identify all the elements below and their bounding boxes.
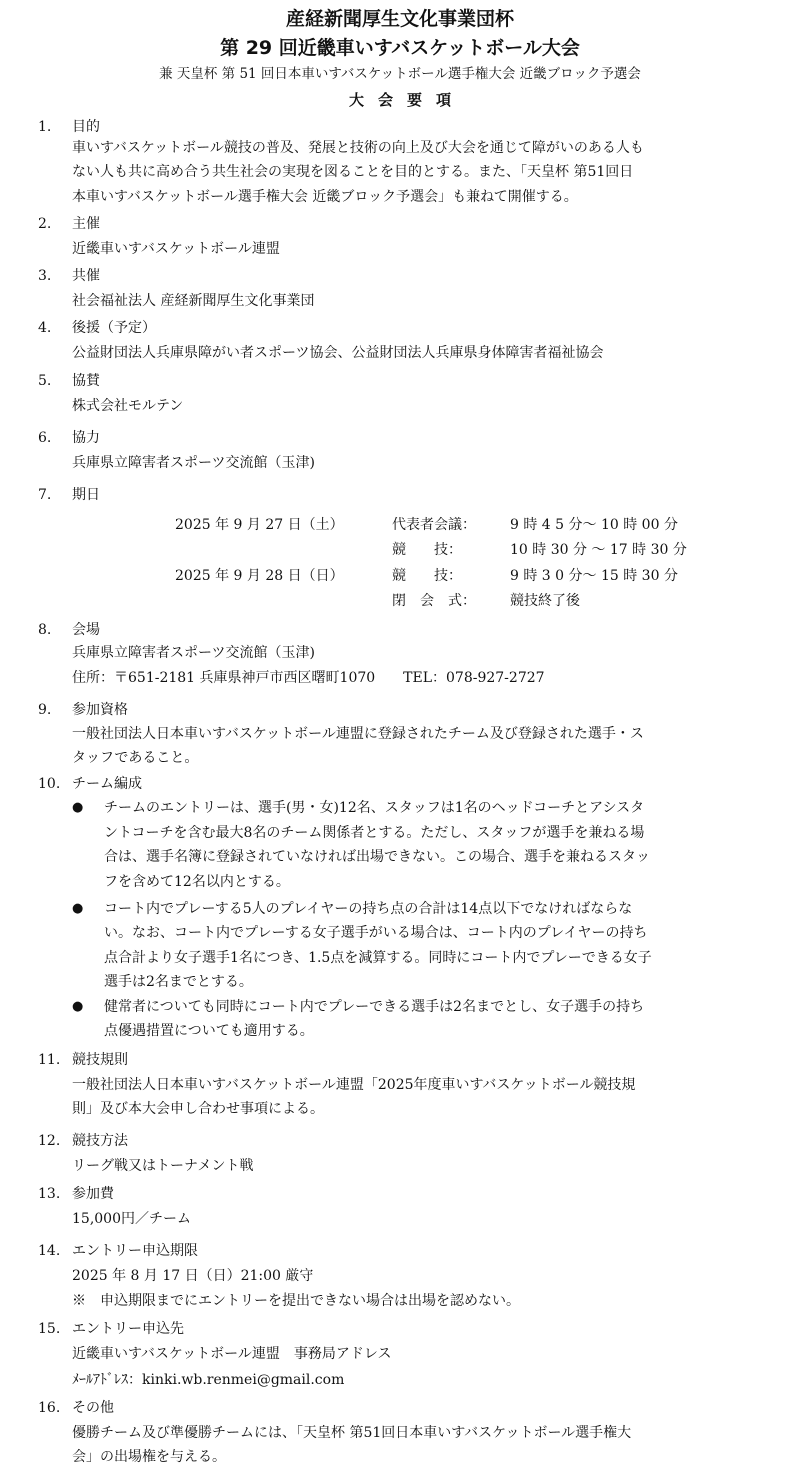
document-title-tournament: 第 29 回近畿車いすバスケットボール大会: [220, 37, 580, 59]
section-number: 4.: [38, 320, 52, 336]
section-text: 一般社団法人日本車いすバスケットボール連盟に登録されたチーム及び登録された選手・ス: [72, 726, 644, 742]
section-title: 協賛: [72, 373, 100, 389]
section-text: 兵庫県立障害者スポーツ交流館（玉津): [72, 455, 315, 471]
section-number: 9.: [38, 702, 52, 718]
section-number: 11.: [38, 1052, 61, 1068]
section-number: 5.: [38, 373, 52, 389]
section-note: ※ 申込期限までにエントリーを提出できない場合は出場を認めない。: [72, 1293, 520, 1309]
bullet-text: 点合計より女子選手1名につき、1.5点を減算する。同時にコート内でプレーできる女子: [104, 950, 652, 966]
bullet-icon: ●: [72, 901, 84, 916]
section-number: 12.: [38, 1133, 61, 1149]
section-text: 兵庫県立障害者スポーツ交流館（玉津): [72, 645, 315, 661]
bullet-text: フを含めて12名以内とする。: [104, 874, 290, 890]
section-number: 10.: [38, 776, 61, 792]
schedule-time: 10 時 30 分 ～ 17 時 30 分: [510, 542, 687, 558]
bullet-text: 健常者についても同時にコート内でプレーできる選手は2名までとし、女子選手の持ち: [104, 999, 645, 1015]
section-title: 目的: [72, 119, 100, 135]
section-title: その他: [72, 1400, 114, 1416]
section-text: 2025 年 8 月 17 日（日）21:00 厳守: [72, 1268, 314, 1284]
schedule-date: 2025 年 9 月 28 日（日）: [175, 568, 344, 584]
section-number: 13.: [38, 1186, 61, 1202]
section-title: エントリー申込期限: [72, 1243, 198, 1259]
venue-address: 住所：〒651-2181 兵庫県神戸市西区曙町1070 TEL：078-927-2727: [72, 670, 545, 686]
section-number: 2.: [38, 216, 52, 232]
section-title: チーム編成: [72, 776, 142, 792]
section-title: 協力: [72, 430, 100, 446]
section-text: 公益財団法人兵庫県障がい者スポーツ協会、公益財団法人兵庫県身体障害者福祉協会: [72, 345, 604, 361]
schedule-event: 代表者会議：: [392, 517, 476, 533]
document-heading: 大会要項: [348, 91, 465, 109]
schedule-event: 競 技：: [392, 542, 462, 558]
schedule-date: 2025 年 9 月 27 日（土）: [175, 517, 344, 533]
section-title: 後援（予定）: [72, 320, 156, 336]
section-number: 3.: [38, 268, 52, 284]
section-title: 参加費: [72, 1186, 114, 1202]
section-text: ない人も共に高め合う共生社会の実現を図ることを目的とする。また、「天皇杯 第51回日: [72, 164, 634, 180]
section-text: 会」の出場権を与える。: [72, 1449, 226, 1465]
section-title: 会場: [72, 622, 100, 638]
section-text: 近畿車いすバスケットボール連盟 事務局アドレス: [72, 1346, 392, 1362]
section-text: リーグ戦又はトーナメント戦: [72, 1158, 254, 1174]
section-text: 則」及び本大会申し合わせ事項による。: [72, 1101, 324, 1117]
bullet-text: コート内でプレーする5人のプレイヤーの持ち点の合計は14点以下でなければならな: [104, 901, 633, 917]
bullet-icon: ●: [72, 999, 84, 1014]
bullet-text: い。なお、コート内でプレーする女子選手がいる場合は、コート内のプレイヤーの持ち: [104, 925, 648, 941]
schedule-event: 閉 会 式：: [392, 593, 476, 609]
section-text: 本車いすバスケットボール選手権大会 近畿ブロック予選会」も兼ねて開催する。: [72, 189, 578, 205]
section-number: 6.: [38, 430, 52, 446]
contact-email: ﾒｰﾙｱﾄﾞﾚｽ：kinki.wb.renmei@gmail.com: [72, 1372, 345, 1388]
section-title: 参加資格: [72, 702, 128, 718]
schedule-time: 9 時 4 5 分～ 10 時 00 分: [510, 517, 678, 533]
bullet-icon: ●: [72, 800, 84, 815]
section-number: 14.: [38, 1243, 61, 1259]
section-title: 競技規則: [72, 1052, 128, 1068]
bullet-text: 点優遇措置についても適用する。: [104, 1023, 314, 1039]
section-text: 社会福祉法人 産経新聞厚生文化事業団: [72, 293, 315, 309]
section-number: 8.: [38, 622, 52, 638]
document-subtitle: 兼 天皇杯 第 51 回日本車いすバスケットボール選手権大会 近畿ブロック予選会: [159, 66, 641, 82]
section-number: 15.: [38, 1321, 61, 1337]
section-title: 主催: [72, 216, 100, 232]
schedule-event: 競 技：: [392, 568, 462, 584]
section-number: 1.: [38, 119, 52, 135]
section-title: 期日: [72, 487, 100, 503]
section-title: エントリー申込先: [72, 1321, 184, 1337]
schedule-time: 9 時 3 0 分～ 15 時 30 分: [510, 568, 678, 584]
section-text: 近畿車いすバスケットボール連盟: [72, 241, 280, 257]
section-text: 株式会社モルテン: [72, 398, 184, 414]
section-title: 競技方法: [72, 1133, 128, 1149]
schedule-time: 競技終了後: [510, 593, 580, 609]
bullet-text: 選手は2名までとする。: [104, 974, 253, 990]
bullet-text: ントコーチを含む最大8名のチーム関係者とする。ただし、スタッフが選手を兼ねる場: [104, 825, 645, 841]
section-text: 15,000円／チーム: [72, 1211, 191, 1227]
section-text: 一般社団法人日本車いすバスケットボール連盟「2025年度車いすバスケットボール競技規: [72, 1077, 636, 1093]
section-text: タッフであること。: [72, 750, 199, 766]
section-number: 16.: [38, 1400, 61, 1416]
section-text: 車いすバスケットボール競技の普及、発展と技術の向上及び大会を通じて障がいのある人も: [72, 140, 644, 156]
section-text: 優勝チーム及び準優勝チームには、「天皇杯 第51回日本車いすバスケットボール選手権大: [72, 1425, 632, 1441]
section-number: 7.: [38, 487, 52, 503]
section-title: 共催: [72, 268, 100, 284]
bullet-text: 合は、選手名簿に登録されていなければ出場できない。この場合、選手を兼ねるスタッ: [104, 849, 650, 865]
bullet-text: チームのエントリーは、選手(男・女)12名、スタッフは1名のヘッドコーチとアシスタ: [104, 800, 645, 816]
document-title-main: 産経新聞厚生文化事業団杯: [285, 8, 514, 30]
